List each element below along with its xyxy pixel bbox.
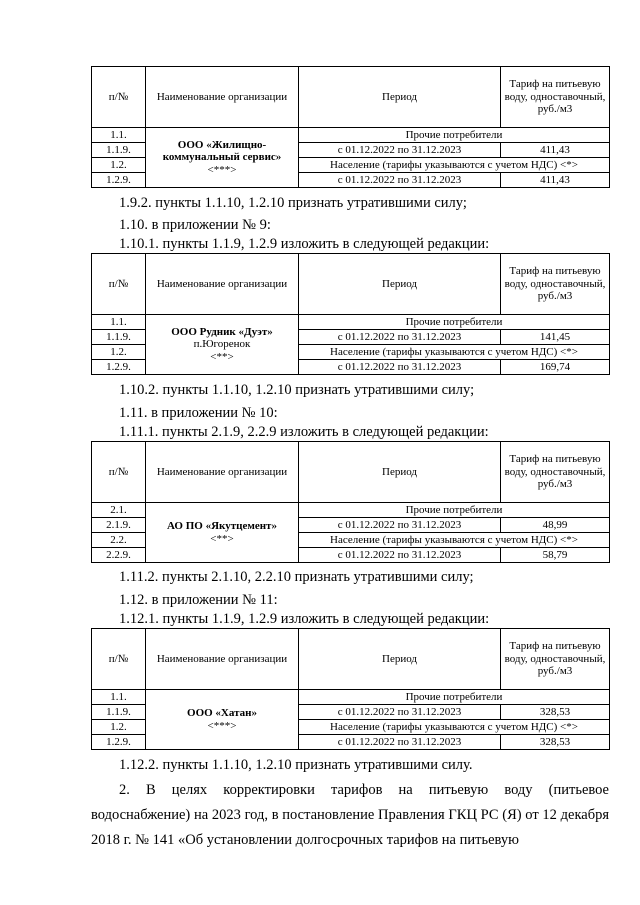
paragraph-1-12-1: 1.12.1. пункты 1.1.9, 1.2.9 изложить в следующей редакции: bbox=[119, 611, 490, 627]
period-cell: с 01.12.2022 по 31.12.2023 bbox=[299, 143, 501, 158]
org-cell bbox=[146, 128, 299, 188]
paragraph-1-9-2: 1.9.2. пункты 1.1.10, 1.2.10 признать утратившими силу; bbox=[119, 195, 467, 211]
org-cell bbox=[146, 503, 299, 563]
category-cell: Прочие потребители bbox=[299, 690, 610, 705]
header-tariff: Тариф на питьевую воду, одноставочный, руб./м3 bbox=[501, 442, 610, 503]
org-note: <***> bbox=[207, 719, 237, 732]
header-org: Наименование организации bbox=[146, 67, 299, 128]
tariff-table-4 bbox=[91, 628, 609, 750]
header-org: Наименование организации bbox=[146, 629, 299, 690]
period-cell: с 01.12.2022 по 31.12.2023 bbox=[299, 705, 501, 720]
header-period: Период bbox=[299, 254, 501, 315]
org-name: ООО «Хатан» bbox=[187, 706, 257, 719]
tariff-value: 141,45 bbox=[501, 330, 610, 345]
category-cell: Население (тарифы указываются с учетом НДС) <*> bbox=[299, 345, 610, 360]
header-org: Наименование организации bbox=[146, 254, 299, 315]
paragraph-1-12: 1.12. в приложении № 11: bbox=[119, 592, 278, 608]
row-num: 1.2.9. bbox=[92, 735, 146, 750]
row-num: 1.1. bbox=[92, 128, 146, 143]
paragraph-1-10-2: 1.10.2. пункты 1.1.10, 1.2.10 признать утратившими силу; bbox=[119, 382, 475, 398]
header-tariff: Тариф на питьевую воду, одноставочный, руб./м3 bbox=[501, 67, 610, 128]
header-period: Период bbox=[299, 67, 501, 128]
org-name: ООО Рудник «Дуэт» bbox=[171, 325, 273, 338]
paragraph-1-10: 1.10. в приложении № 9: bbox=[119, 217, 271, 233]
paragraph-1-11-2: 1.11.2. пункты 2.1.10, 2.2.10 признать утратившими силу; bbox=[119, 569, 474, 585]
tariff-value: 328,53 bbox=[501, 705, 610, 720]
period-cell: с 01.12.2022 по 31.12.2023 bbox=[299, 735, 501, 750]
org-subtitle: п.Югоренок bbox=[193, 338, 251, 351]
row-num: 1.2. bbox=[92, 720, 146, 735]
header-org: Наименование организации bbox=[146, 442, 299, 503]
row-num: 2.2.9. bbox=[92, 548, 146, 563]
row-num: 2.1. bbox=[92, 503, 146, 518]
category-cell: Население (тарифы указываются с учетом НДС) <*> bbox=[299, 720, 610, 735]
paragraph-1-11: 1.11. в приложении № 10: bbox=[119, 405, 278, 421]
category-cell: Прочие потребители bbox=[299, 315, 610, 330]
org-name: ООО «Жилищно-коммунальный сервис» bbox=[162, 138, 282, 164]
header-num: п/№ bbox=[92, 629, 146, 690]
tariff-value: 328,53 bbox=[501, 735, 610, 750]
tariff-table-1 bbox=[91, 66, 609, 188]
tariff-value: 48,99 bbox=[501, 518, 610, 533]
tariff-value: 169,74 bbox=[501, 360, 610, 375]
org-note: <**> bbox=[210, 532, 234, 545]
tariff-table bbox=[91, 441, 610, 563]
category-cell: Прочие потребители bbox=[299, 128, 610, 143]
header-num: п/№ bbox=[92, 442, 146, 503]
header-tariff: Тариф на питьевую воду, одноставочный, руб./м3 bbox=[501, 254, 610, 315]
category-cell: Население (тарифы указываются с учетом НДС) <*> bbox=[299, 158, 610, 173]
tariff-value: 411,43 bbox=[501, 173, 610, 188]
tariff-value: 58,79 bbox=[501, 548, 610, 563]
row-num: 1.1.9. bbox=[92, 705, 146, 720]
row-num: 1.2.9. bbox=[92, 173, 146, 188]
header-period: Период bbox=[299, 629, 501, 690]
body-paragraph-2: 2. В целях корректировки тарифов на питьевую воду (питьевое водоснабжение) на 2023 год, в постановление Правления ГКЦ РС (Я) от 12 декабря 2018 г. № 141 «Об установлении долгосрочных тарифов на питьевую bbox=[91, 782, 609, 848]
tariff-table bbox=[91, 628, 610, 750]
row-num: 1.1.9. bbox=[92, 143, 146, 158]
header-num: п/№ bbox=[92, 254, 146, 315]
org-cell bbox=[146, 690, 299, 750]
tariff-value: 411,43 bbox=[501, 143, 610, 158]
row-num: 2.1.9. bbox=[92, 518, 146, 533]
tariff-table bbox=[91, 66, 610, 188]
row-num: 1.1. bbox=[92, 690, 146, 705]
org-name: АО ПО «Якутцемент» bbox=[167, 519, 277, 532]
row-num: 1.2. bbox=[92, 345, 146, 360]
row-num: 1.2.9. bbox=[92, 360, 146, 375]
period-cell: с 01.12.2022 по 31.12.2023 bbox=[299, 173, 501, 188]
org-note: <***> bbox=[207, 163, 237, 176]
category-cell: Население (тарифы указываются с учетом НДС) <*> bbox=[299, 533, 610, 548]
row-num: 2.2. bbox=[92, 533, 146, 548]
tariff-table-2 bbox=[91, 253, 609, 375]
paragraph-1-12-2: 1.12.2. пункты 1.1.10, 1.2.10 признать утратившими силу. bbox=[119, 757, 473, 773]
row-num: 1.1. bbox=[92, 315, 146, 330]
row-num: 1.2. bbox=[92, 158, 146, 173]
header-tariff: Тариф на питьевую воду, одноставочный, руб./м3 bbox=[501, 629, 610, 690]
paragraph-1-10-1: 1.10.1. пункты 1.1.9, 1.2.9 изложить в следующей редакции: bbox=[119, 236, 490, 252]
period-cell: с 01.12.2022 по 31.12.2023 bbox=[299, 330, 501, 345]
header-num: п/№ bbox=[92, 67, 146, 128]
tariff-table-3 bbox=[91, 441, 609, 563]
period-cell: с 01.12.2022 по 31.12.2023 bbox=[299, 548, 501, 563]
org-cell bbox=[146, 315, 299, 375]
row-num: 1.1.9. bbox=[92, 330, 146, 345]
period-cell: с 01.12.2022 по 31.12.2023 bbox=[299, 518, 501, 533]
tariff-table bbox=[91, 253, 610, 375]
org-note: <**> bbox=[210, 350, 234, 363]
category-cell: Прочие потребители bbox=[299, 503, 610, 518]
period-cell: с 01.12.2022 по 31.12.2023 bbox=[299, 360, 501, 375]
paragraph-1-11-1: 1.11.1. пункты 2.1.9, 2.2.9 изложить в следующей редакции: bbox=[119, 424, 489, 440]
header-period: Период bbox=[299, 442, 501, 503]
